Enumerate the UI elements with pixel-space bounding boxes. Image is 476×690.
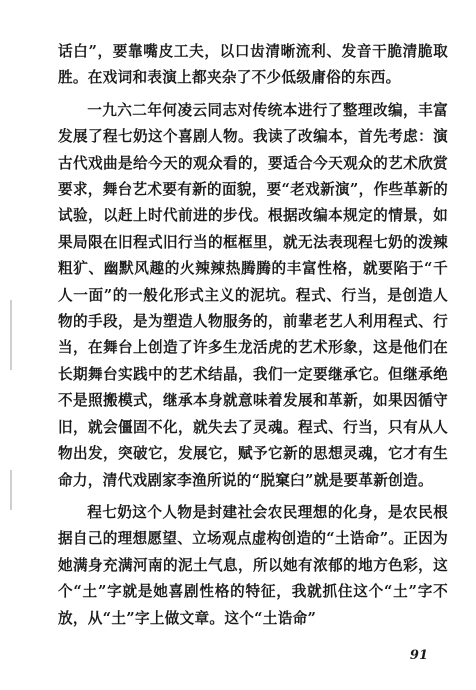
scan-margin-mark — [10, 470, 12, 510]
page-number: 91 — [409, 648, 428, 663]
paragraph-2: 一九六二年何凌云同志对传统本进行了整理改编，丰富发展了程七奶这个喜剧人物。我读了改编本，首先考虑：演古代戏曲是给今天的观众看的，要适合今天观众的艺术欣赏要求，舞台艺术要有新的面貌，要“老戏新演”，作些革新的试验，以赶上时代前进的步伐。根据改编本规定的情景，如果局限在旧程式旧行当的框框里，就无法表现程七奶的泼辣粗犷、幽默风趣的火辣辣热腾腾的丰富性格，就要陷于“千人一面”的一般化形式主义的泥坑。程式、行当，是创造人物的手段，是为塑造人物服务的，前辈老艺人利用程式、行当，在舞台上创造了许多生龙活虎的艺术形象，这是他们在长期舞台实践中的艺术结晶，我们一定要继承它。但继承绝不是照搬模式，继承本身就意味着发展和革新，如果因循守旧，就会僵固不化，就失去了灵魂。程式、行当，只有从人物出发，突破它，发展它，赋予它新的思想灵魂，它才有生命力，清代戏剧家李渔所说的“脱窠臼”就是要革新创造。 — [58, 101, 448, 489]
scan-margin-mark — [10, 300, 12, 370]
paragraph-3: 程七奶这个人物是封建社会农民理想的化身，是农民根据自己的理想愿望、立场观点虚构创造的“土诰命”。正因为她满身充满河南的泥土气息，所以她有浓郁的地方色彩，这个“土”字就是她喜剧性格的特征，我就抓住这个“土”字不放，从“土”字上做文章。这个“土诰命” — [58, 503, 448, 627]
body-text — [58, 39, 448, 632]
paragraph-1: 话白”，要靠嘴皮工夫，以口齿清晰流利、发音干脆清脆取胜。在戏词和表演上都夹杂了不少低级庸俗的东西。 — [58, 43, 448, 87]
